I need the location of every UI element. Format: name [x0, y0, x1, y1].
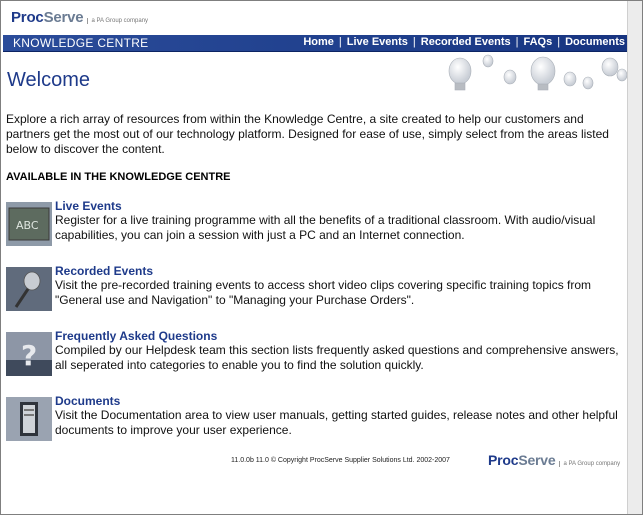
- faq-description: Compiled by our Helpdesk team this section lists frequently asked questions and comprehensive answers, all seperated into categories to enable you to find the solution quickly.: [55, 343, 619, 372]
- nav-separator: |: [412, 36, 416, 48]
- chalkboard-icon[interactable]: [6, 202, 52, 246]
- logo-tagline: a PA Group company: [87, 18, 148, 24]
- lightbulbs-banner-icon: [438, 53, 628, 99]
- microphone-icon[interactable]: [6, 267, 52, 311]
- procserve-logo[interactable]: [11, 9, 148, 26]
- faq-link[interactable]: Frequently Asked Questions: [55, 329, 218, 343]
- nav-separator: |: [515, 36, 519, 48]
- nav-links: [303, 36, 625, 48]
- logo-serve: Serve: [43, 9, 84, 26]
- recorded-events-description: Visit the pre-recorded training events to access short video clips covering specific training topics from "General use and Navigation" to "Managing your Purchase Orders".: [55, 278, 592, 307]
- logo-word: [11, 9, 83, 26]
- logo-proc: Proc: [11, 9, 44, 26]
- page-title: Welcome: [7, 69, 90, 91]
- list-item-recorded-events: [6, 264, 624, 314]
- svg-text:?: ?: [21, 339, 38, 372]
- section-heading: AVAILABLE IN THE KNOWLEDGE CENTRE: [6, 171, 231, 183]
- nav-documents-link[interactable]: Documents: [565, 36, 625, 48]
- svg-text:ABC: ABC: [16, 219, 39, 232]
- nav-separator: |: [557, 36, 561, 48]
- recorded-events-link[interactable]: Recorded Events: [55, 264, 154, 278]
- list-item-faq: [6, 329, 624, 379]
- nav-separator: |: [338, 36, 342, 48]
- intro-paragraph: Explore a rich array of resources from within the Knowledge Centre, a site created to help our customers and partners get the most out of our technology platform. Designed for ease of use, simply select from the areas listed below to discover the content.: [6, 112, 609, 156]
- footer-logo-proc: Proc: [488, 452, 519, 468]
- footer-logo-tagline: a PA Group company: [559, 461, 620, 467]
- copyright-text: 11.0.0b 11.0 © Copyright ProcServe Supplier Solutions Ltd. 2002-2007: [231, 457, 450, 464]
- nav-faqs-link[interactable]: FAQs: [523, 36, 553, 48]
- vertical-scrollbar[interactable]: [627, 1, 642, 514]
- documents-description: Visit the Documentation area to view user manuals, getting started guides, release notes and other helpful documents to improve your user experience.: [55, 408, 618, 437]
- documents-icon[interactable]: [6, 397, 52, 441]
- nav-title: KNOWLEDGE CENTRE: [13, 36, 149, 50]
- list-item-live-events: [6, 199, 624, 249]
- nav-recorded-events-link[interactable]: Recorded Events: [420, 36, 511, 48]
- documents-link[interactable]: Documents: [55, 394, 121, 408]
- top-bar: [1, 1, 628, 35]
- nav-home-link[interactable]: Home: [303, 36, 334, 48]
- live-events-link[interactable]: Live Events: [55, 199, 122, 213]
- nav-live-events-link[interactable]: Live Events: [346, 36, 408, 48]
- footer-logo-serve: Serve: [518, 452, 556, 468]
- live-events-description: Register for a live training programme with all the benefits of a traditional classroom. With audio/visual capabilities, you can join a session with just a PC and an Internet connection.: [55, 213, 596, 242]
- question-icon[interactable]: [6, 332, 52, 376]
- list-item-documents: [6, 394, 624, 444]
- nav-bar: [3, 35, 628, 52]
- footer-logo-word: [488, 452, 555, 468]
- footer-procserve-logo[interactable]: [488, 452, 620, 468]
